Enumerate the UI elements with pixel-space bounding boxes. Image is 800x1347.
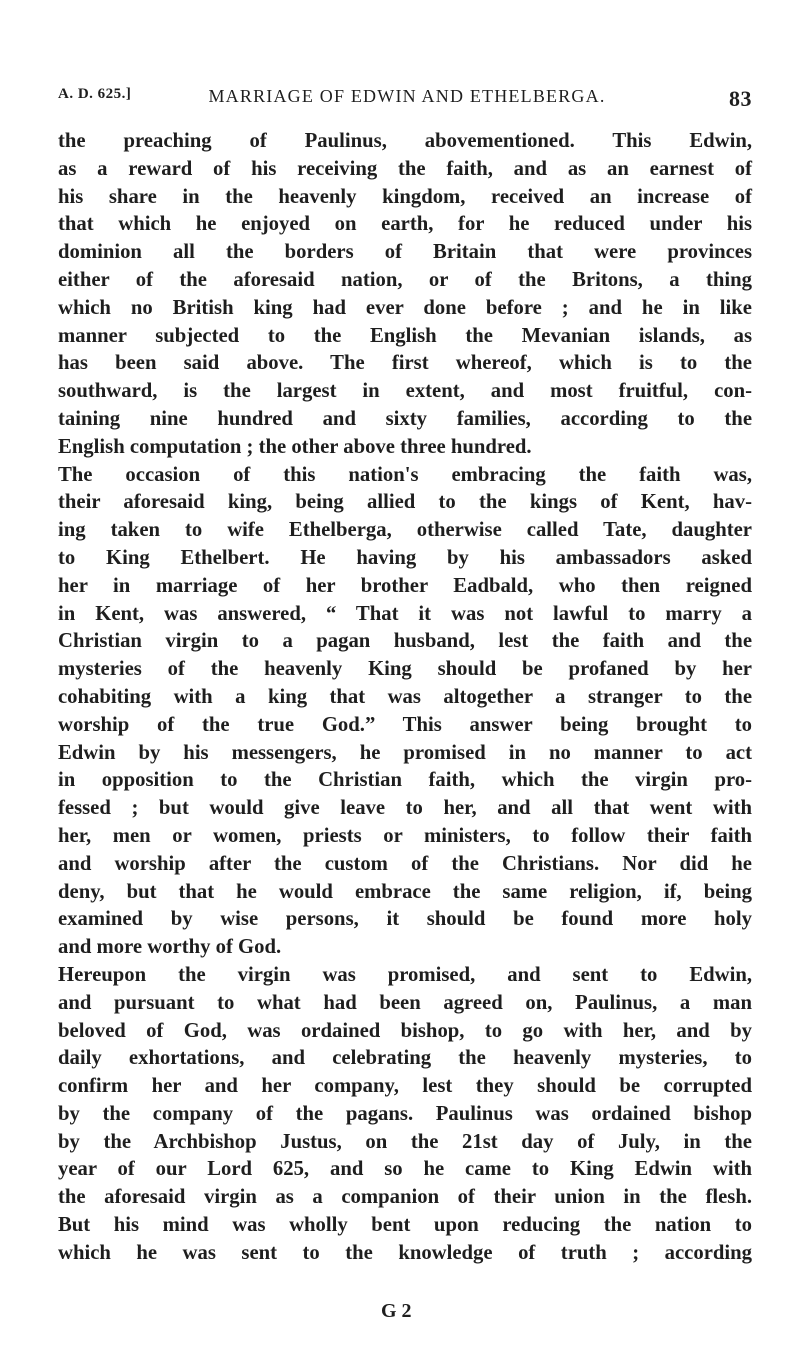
header-title: MARRIAGE OF EDWIN AND ETHELBERGA. — [208, 86, 606, 106]
text-line: that which he enjoyed on earth, for he reduced under his — [58, 213, 752, 236]
signature-mark: G 2 — [381, 1300, 412, 1322]
text-line: and more worthy of God. — [58, 936, 282, 959]
text-line: deny, but that he would embrace the same religion, if, being — [58, 880, 752, 903]
text-line: by the Archbishop Justus, on the 21st day of July, in the — [58, 1130, 752, 1153]
text-line: their aforesaid king, being allied to the kings of Kent, hav- — [58, 491, 752, 514]
text-line: his share in the heavenly kingdom, received an increase of — [58, 185, 752, 208]
text-line: the preaching of Paulinus, abovementioned. This Edwin, — [58, 130, 752, 152]
text-line: her, men or women, priests or ministers, to follow their faith — [58, 824, 752, 847]
text-line: daily exhortations, and celebrating the heavenly mysteries, to — [58, 1047, 752, 1070]
text-line: cohabiting with a king that was altogether a stranger to the — [58, 685, 752, 708]
text-line: But his mind was wholly bent upon reducing the nation to — [58, 1214, 752, 1237]
text-line: has been said above. The first whereof, which is to the — [58, 352, 752, 375]
text-line: Christian virgin to a pagan husband, lest the faith and the — [58, 630, 752, 653]
text-line: ing taken to wife Ethelberga, otherwise called Tate, daughter — [58, 519, 752, 542]
text-line: and pursuant to what had been agreed on, Paulinus, a man — [58, 991, 752, 1014]
text-line: examined by wise persons, it should be found more holy — [58, 908, 752, 931]
text-line: dominion all the borders of Britain that were provinces — [58, 241, 752, 264]
text-line: Hereupon the virgin was promised, and sent to Edwin, — [58, 963, 752, 986]
text-line: beloved of God, was ordained bishop, to go with her, and by — [58, 1019, 752, 1042]
header-date: A. D. 625.] — [58, 86, 132, 102]
text-line: fessed ; but would give leave to her, and all that went with — [58, 797, 752, 820]
text-line: worship of the true God.” This answer being brought to — [58, 713, 752, 736]
text-line: and worship after the custom of the Christians. Nor did he — [58, 852, 752, 875]
text-line: mysteries of the heavenly King should be profaned by her — [58, 658, 752, 681]
text-line: English computation ; the other above three hundred. — [58, 435, 532, 458]
text-line: which he was sent to the knowledge of truth ; according — [58, 1241, 752, 1264]
text-line: her in marriage of her brother Eadbald, who then reigned — [58, 574, 752, 597]
text-line: Edwin by his messengers, he promised in no manner to act — [58, 741, 752, 764]
text-line: southward, is the largest in extent, and most fruitful, con- — [58, 380, 752, 403]
text-line: either of the aforesaid nation, or of the Britons, a thing — [58, 268, 752, 291]
text-line: taining nine hundred and sixty families, according to the — [58, 407, 752, 430]
text-line: which no British king had ever done before ; and he in like — [58, 296, 752, 319]
text-line: the aforesaid virgin as a companion of their union in the flesh. — [58, 1186, 752, 1209]
text-line: as a reward of his receiving the faith, and as an earnest of — [58, 157, 752, 180]
running-head — [58, 86, 752, 112]
text-line: year of our Lord 625, and so he came to King Edwin with — [58, 1158, 752, 1181]
text-line: The occasion of this nation's embracing the faith was, — [58, 463, 752, 486]
text-line: confirm her and her company, lest they should be corrupted — [58, 1075, 752, 1098]
page-number: 83 — [729, 86, 752, 111]
body-text — [58, 128, 752, 1268]
text-line: manner subjected to the English the Mevanian islands, as — [58, 324, 752, 347]
text-line: by the company of the pagans. Paulinus was ordained bishop — [58, 1102, 752, 1125]
text-line: in opposition to the Christian faith, which the virgin pro- — [58, 769, 752, 792]
text-line: to King Ethelbert. He having by his ambassadors asked — [58, 546, 752, 569]
text-line: in Kent, was answered, “ That it was not lawful to marry a — [58, 602, 752, 625]
